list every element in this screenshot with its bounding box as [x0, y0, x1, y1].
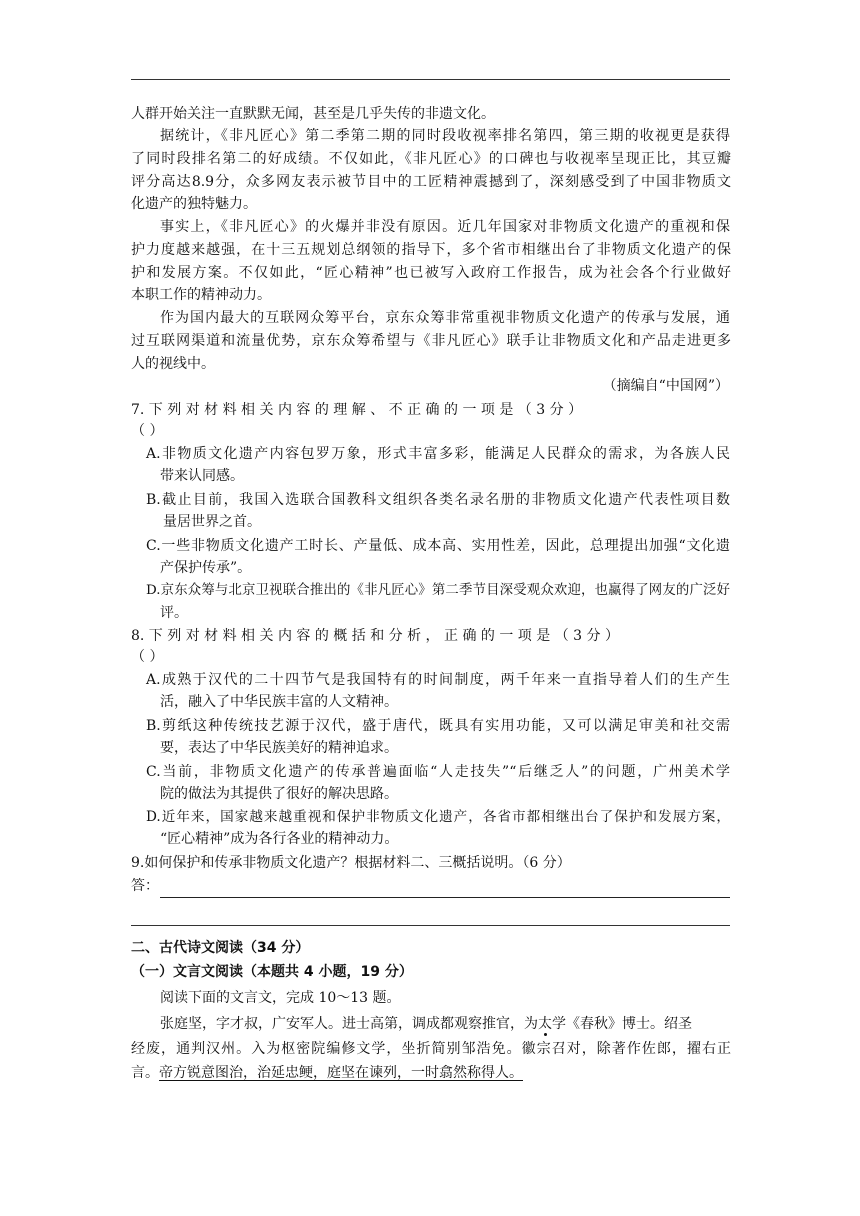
q7-option-b-cont: 量居世界之首。 — [163, 514, 261, 530]
q9-answer-label: 答： — [131, 878, 159, 894]
passage-line: 了同时段排名第二的好成绩。不仅如此，《非凡匠心》的口碑也与收视率呈现正比，其豆瓣 — [131, 151, 731, 167]
passage-line: 护力度越来越强，在十三五规划总纲领的指导下，多个省市相继出台了非物质文化遗产的保 — [131, 242, 731, 258]
q8-stem: 8. 下 列 对 材 料 相 关 内 容 的 概 括 和 分 析 ， 正 确 的 一 项 是 （ 3 分 ） — [131, 628, 619, 644]
q7-option-b: B.截止目前，我国入选联合国教科文组织各类名录名册的非物质文化遗产代表性项目数 — [146, 492, 730, 508]
q7-option-d: D.京东众筹与北京卫视联合推出的《非凡匠心》第二季节目深受观众欢迎，也赢得了网友的广泛好 — [146, 583, 730, 598]
q7-option-c-cont: 产保护传承”。 — [160, 560, 252, 576]
section2-instruction: 阅读下面的文言文，完成 10～13 题。 — [160, 990, 401, 1006]
passage-line: 人的视线中。 — [131, 356, 215, 372]
q7-option-a: A.非物质文化遗产内容包罗万象，形式丰富多彩，能满足人民群众的需求，为各族人民 — [146, 446, 730, 462]
q8-option-d: D.近年来，国家越来越重视和保护非物质文化遗产，各省市都相继出台了保护和发展方案， — [146, 809, 730, 825]
q8-option-b-cont: 要，表达了中华民族美好的精神追求。 — [160, 740, 398, 756]
passage-line: 评分高达8.9分，众多网友表示被节目中的工匠精神震撼到了，深刻感受到了中国非物质文 — [131, 174, 731, 190]
emphasis-dot-char: 太 — [538, 1016, 552, 1032]
q7-stem: 7. 下 列 对 材 料 相 关 内 容 的 理 解 、 不 正 确 的 一 项 是 （ 3 分 ） — [131, 402, 583, 418]
underlined-sentence: 帝方锐意图治，治延忠鲠，庭坚在谏列，一时翕然称得人。 — [159, 1065, 523, 1081]
passage-line: 本职工作的精神动力。 — [131, 287, 271, 303]
passage-line: 事实上，《非凡匠心》的火爆并非没有原因。近几年国家对非物质文化遗产的重视和保 — [160, 219, 730, 235]
top-rule — [131, 79, 730, 80]
q8-option-c-cont: 院的做法为其提供了很好的解决思路。 — [160, 786, 398, 802]
q8-option-b: B.剪纸这种传统技艺源于汉代，盛于唐代，既具有实用功能，又可以满足审美和社交需 — [146, 718, 730, 734]
passage-line: 过互联网渠道和流量优势，京东众筹希望与《非凡匠心》联手让非物质文化和产品走进更多 — [131, 333, 731, 349]
classical-text-line: 言。帝方锐意图治，治延忠鲠，庭坚在谏列，一时翕然称得人。 — [131, 1065, 523, 1081]
q9-stem: 9.如何保护和传承非物质文化遗产？根据材料二、三概括说明。（6 分） — [131, 855, 571, 871]
classical-text-line: 张庭坚，字才叔，广安军人。进士高第，调成都观察推官，为太学《春秋》博士。绍圣 — [160, 1016, 692, 1032]
q8-option-d-cont: “匠心精神”成为各行各业的精神动力。 — [160, 831, 399, 847]
q8-option-a: A.成熟于汉代的二十四节气是我国特有的时间制度，两千年来一直指导着人们的生产生 — [146, 672, 730, 688]
q7-option-c: C.一些非物质文化遗产工时长、产量低、成本高、实用性差，因此，总理提出加强“文化遗 — [146, 538, 730, 554]
q7-blank: （ ） — [131, 423, 164, 439]
q7-option-a-cont: 带来认同感。 — [160, 468, 244, 484]
classical-text-line: 经废，通判汉州。入为枢密院编修文学，坐折简别邹浩免。徽宗召对，除著作佐郎，擢右正 — [131, 1041, 731, 1057]
q9-answer-line[interactable] — [160, 897, 730, 898]
passage-line: 据统计，《非凡匠心》第二季第二期的同时段收视率排名第四，第三期的收视更是获得 — [160, 128, 730, 144]
section2-title: 二、古代诗文阅读（34 分） — [131, 940, 310, 956]
passage-source: （摘编自“中国网”） — [602, 378, 729, 394]
passage-line: 化遗产的独特魅力。 — [131, 196, 257, 212]
q8-blank: （ ） — [131, 649, 164, 665]
q8-option-c: C.当前，非物质文化遗产的传承普遍面临“人走技失”“后继乏人”的问题，广州美术学 — [146, 764, 730, 780]
q7-option-d-cont: 评。 — [160, 605, 188, 621]
section2-subtitle: （一）文言文阅读（本题共 4 小题，19 分） — [131, 964, 413, 980]
passage-line: 人群开始关注一直默默无闻，甚至是几乎失传的非遗文化。 — [131, 106, 495, 122]
section-rule — [131, 925, 730, 926]
passage-line: 作为国内最大的互联网众筹平台，京东众筹非常重视非物质文化遗产的传承与发展，通 — [160, 310, 730, 326]
passage-line: 护和发展方案。不仅如此，“匠心精神”也已被写入政府工作报告，成为社会各个行业做好 — [131, 265, 731, 281]
q8-option-a-cont: 活，融入了中华民族丰富的人文精神。 — [160, 694, 398, 710]
